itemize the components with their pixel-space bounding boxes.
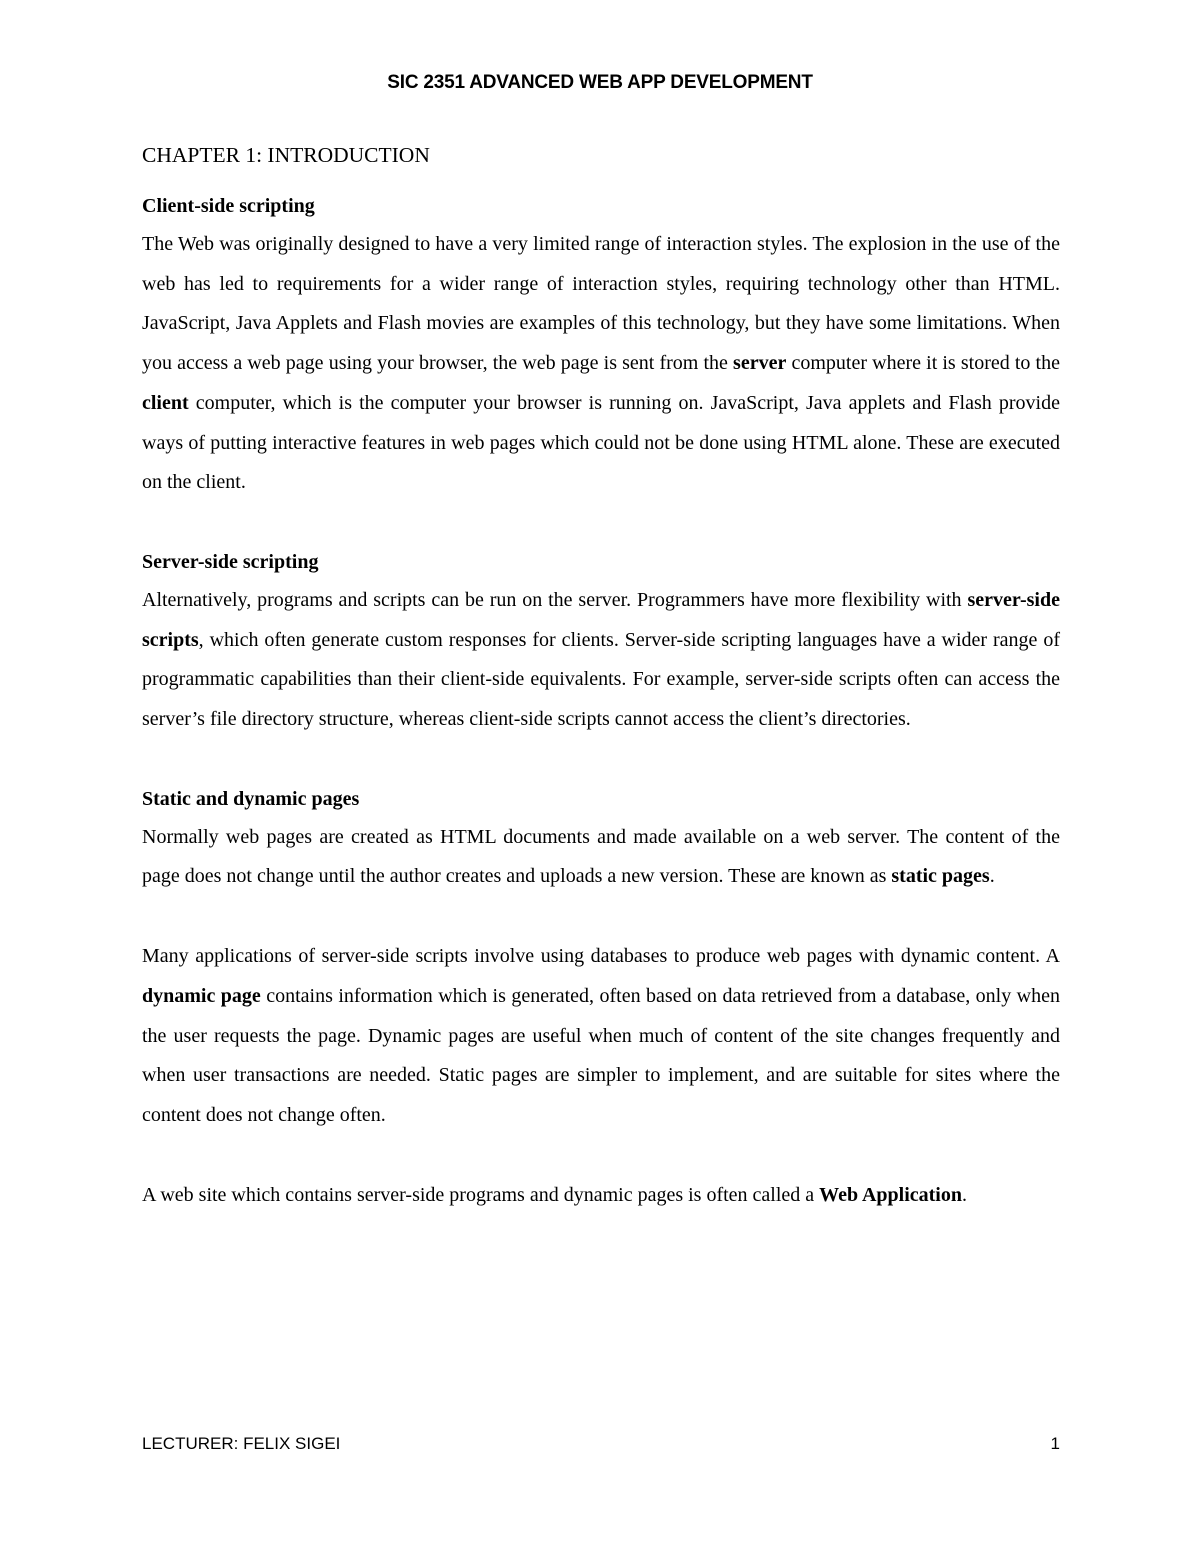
text-run: . xyxy=(989,865,995,888)
text-run: The Web was originally designed to have a very limited range of interaction styles. The explosion in the use of the web has led to requirements for a wider range of interaction styles, requiring technology other than HTML. JavaScript, Java Applets and Flash movies are examples of this technology, but they have some limitations. When you access a web page using your browser, the web page is sent from the xyxy=(142,233,1060,375)
section-static-dynamic xyxy=(142,780,1060,1216)
text-run: Normally web pages are created as HTML documents and made available on a web server. The content of the page does not change until the author creates and uploads a new version. These are known as xyxy=(142,825,1060,888)
text-run: A web site which contains server-side programs and dynamic pages is often called a xyxy=(142,1183,820,1206)
text-run: computer where it is stored to the xyxy=(786,352,1060,375)
text-run: Alternatively, programs and scripts can be run on the server. Programmers have more flexibility with xyxy=(142,588,968,611)
lecturer-name: LECTURER: FELIX SIGEI xyxy=(142,1434,341,1453)
section-client-side xyxy=(142,187,1060,503)
chapter-title: CHAPTER 1: INTRODUCTION xyxy=(142,143,430,167)
document-body xyxy=(142,140,1060,1215)
page-number: 1 xyxy=(1050,1434,1060,1453)
page-footer xyxy=(142,1434,1060,1454)
bold-term: server xyxy=(733,352,787,375)
text-run: Many applications of server-side scripts involve using databases to produce web pages with dynamic content. A xyxy=(142,945,1060,968)
page-header: SIC 2351 ADVANCED WEB APP DEVELOPMENT xyxy=(387,72,813,93)
text-run: , which often generate custom responses for clients. Server-side scripting languages have a wider range of programmatic capabilities than their client-side equivalents. For example, server-side scripts often can access the server’s file directory structure, whereas client-side scripts cannot access the client’s directories. xyxy=(142,628,1060,731)
bold-term: client xyxy=(142,391,189,414)
paragraph xyxy=(142,818,1060,897)
section-heading: Server-side scripting xyxy=(142,550,319,573)
paragraph xyxy=(142,1176,1060,1216)
paragraph xyxy=(142,937,1060,1136)
section-heading: Static and dynamic pages xyxy=(142,787,360,810)
text-run: computer, which is the computer your browser is running on. JavaScript, Java applets and Flash provide ways of putting interactive features in web pages which could not be done using HTML alone. These are executed on the client. xyxy=(142,391,1060,494)
bold-term: server-side scripts xyxy=(142,588,1060,651)
section-server-side xyxy=(142,543,1060,740)
text-run: . xyxy=(961,1183,967,1206)
bold-term: dynamic page xyxy=(142,984,261,1007)
section-heading: Client-side scripting xyxy=(142,195,315,217)
paragraph xyxy=(142,225,1060,503)
text-run: contains information which is generated, often based on data retrieved from a database, only when the user requests the page. Dynamic pages are useful when much of content of the site changes frequently and when user transactions are needed. Static pages are simpler to implement, and are suitable for sites where the content does not change often. xyxy=(142,984,1061,1126)
bold-term: static pages xyxy=(891,865,990,888)
bold-term: Web Application xyxy=(819,1183,962,1206)
paragraph xyxy=(142,581,1060,740)
